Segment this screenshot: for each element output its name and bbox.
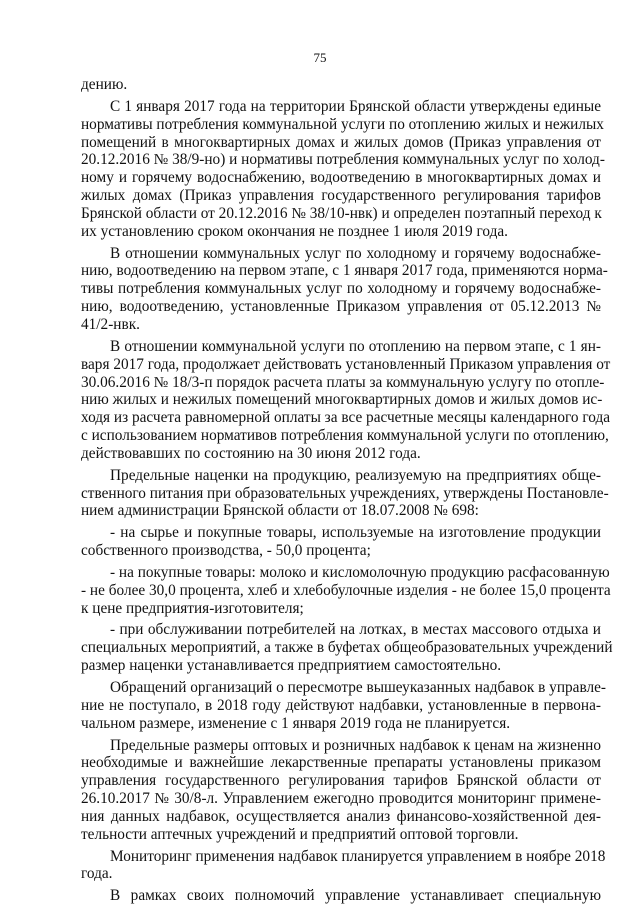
text-line: жилых домах (Приказ управления государственного регулирования тарифов — [81, 187, 601, 205]
text-line: нию жилых и нежилых помещений многоквартирных домов и жилых домов ис- — [81, 391, 603, 409]
text-line: В отношении коммунальных услуг по холодному и горячему водоснабже- — [110, 244, 601, 262]
text-line: Предельные наценки на продукцию, реализуемую на предприятиях обще- — [110, 466, 601, 484]
text-line: Предельные размеры оптовых и розничных надбавок к ценам на жизненно — [110, 736, 601, 754]
text-line: 20.12.2016 № 38/9-но) и нормативы потребления коммунальных услуг по холод- — [81, 151, 605, 169]
page-number: 75 — [313, 50, 327, 65]
paragraph — [81, 76, 601, 94]
paragraph — [81, 737, 601, 844]
text-line: года. — [81, 865, 113, 883]
text-line: варя 2017 года, продолжает действовать установленный Приказом управления от — [81, 355, 611, 373]
text-line: специальных мероприятий, а также в буфетах общеобразовательных учреждений — [81, 639, 613, 657]
text-line: 41/2-нвк. — [81, 315, 140, 333]
text-line: помещений в многоквартирных домах и жилых домов (Приказ управления от — [81, 133, 601, 151]
text-line: собственного производства, - 50,0 процента; — [81, 542, 371, 560]
text-line: ние не поступало, в 2018 году действуют надбавки, установленные в первона- — [81, 696, 601, 714]
text-line: нием администрации Брянской области от 18.07.2008 № 698: — [81, 502, 479, 520]
text-line: размер наценки устанавливается предприятием самостоятельно. — [81, 657, 502, 675]
text-line: - при обслуживании потребителей на лотках, в местах массового отдыха и — [110, 621, 601, 639]
text-line: 26.10.2017 № 30/8-л. Управлением ежегодно проводится мониторинг примене- — [81, 790, 601, 808]
text-line: действовавших по состоянию на 30 июня 2012 года. — [81, 444, 421, 462]
text-line: ственного питания при образовательных учреждениях, утверждены Постановле- — [81, 484, 609, 502]
paragraph — [81, 847, 606, 884]
paragraph — [81, 563, 611, 618]
text-line: ному и горячему водоснабжению, водоотведению в многоквартирных домах и — [81, 169, 601, 187]
text-line: Брянской области от 20.12.2016 № 38/10-нвк) и определен поэтапный переход к — [81, 204, 602, 222]
text-line: - не более 30,0 процента, хлеб и хлебобулочные изделия - не более 15,0 процента — [81, 581, 611, 599]
text-line: - на покупные товары: молоко и кисломолочную продукцию расфасованную — [110, 563, 610, 581]
text-line: тивы потребления коммунальных услуг по холодному и горячему водоснабже- — [81, 280, 601, 298]
text-line: их установлению сроком окончания не позднее 1 июля 2019 года. — [81, 222, 509, 240]
text-line: 30.06.2016 № 18/3-п порядок расчета платы за коммунальную услугу по отопле- — [81, 373, 605, 391]
document-body — [81, 76, 613, 905]
text-line: Обращений организаций о пересмотре вышеуказанных надбавок в управле- — [110, 679, 606, 696]
text-line: С 1 января 2017 года на территории Брянской области утверждены единые — [110, 97, 601, 115]
text-line: нормативы потребления коммунальной услуги по отоплению жилых и нежилых — [81, 115, 604, 133]
text-line: управления государственного регулирования тарифов Брянской области от — [81, 772, 601, 790]
paragraph — [81, 466, 609, 521]
text-line: нию, водоотведению, установленные Приказом управления от 05.12.2013 № — [81, 298, 601, 316]
text-line: тельности аптечных учреждений и предприятий оптовой торговли. — [81, 825, 519, 843]
text-line: В отношении коммунальной услуги по отоплению на первом этапе, с 1 ян- — [110, 337, 601, 355]
text-line: ходя из расчета равномерной оплаты за все расчетные месяцы календарного года — [81, 409, 611, 427]
text-line: - на сырье и покупные товары, используемые на изготовление продукции — [110, 524, 601, 542]
paragraph — [81, 679, 606, 733]
paragraph — [81, 337, 611, 463]
text-line: Мониторинг применения надбавок планируется управлением в ноябре 2018 — [110, 847, 606, 865]
text-line: ния данных надбавок, осуществляется анализ финансово-хозяйственной дея- — [81, 807, 601, 825]
text-line: нию, водоотведению на первом этапе, с 1 января 2017 года, применяются норма- — [81, 262, 608, 280]
paragraph — [81, 97, 605, 241]
text-line: дению. — [81, 76, 128, 93]
text-line: В рамках своих полномочий управление устанавливает специальную — [110, 887, 601, 905]
text-line: с использованием нормативов потребления коммунальной услуги по отоплению, — [81, 427, 609, 445]
paragraph — [81, 621, 613, 675]
paragraph — [81, 244, 608, 334]
text-line: к цене предприятия-изготовителя; — [81, 599, 304, 617]
paragraph — [81, 524, 601, 560]
text-line: чальном размере, изменение с 1 января 2019 года не планируется. — [81, 714, 511, 732]
text-line: необходимые и важнейшие лекарственные препараты установлены приказом — [81, 754, 601, 772]
paragraph — [81, 887, 601, 905]
